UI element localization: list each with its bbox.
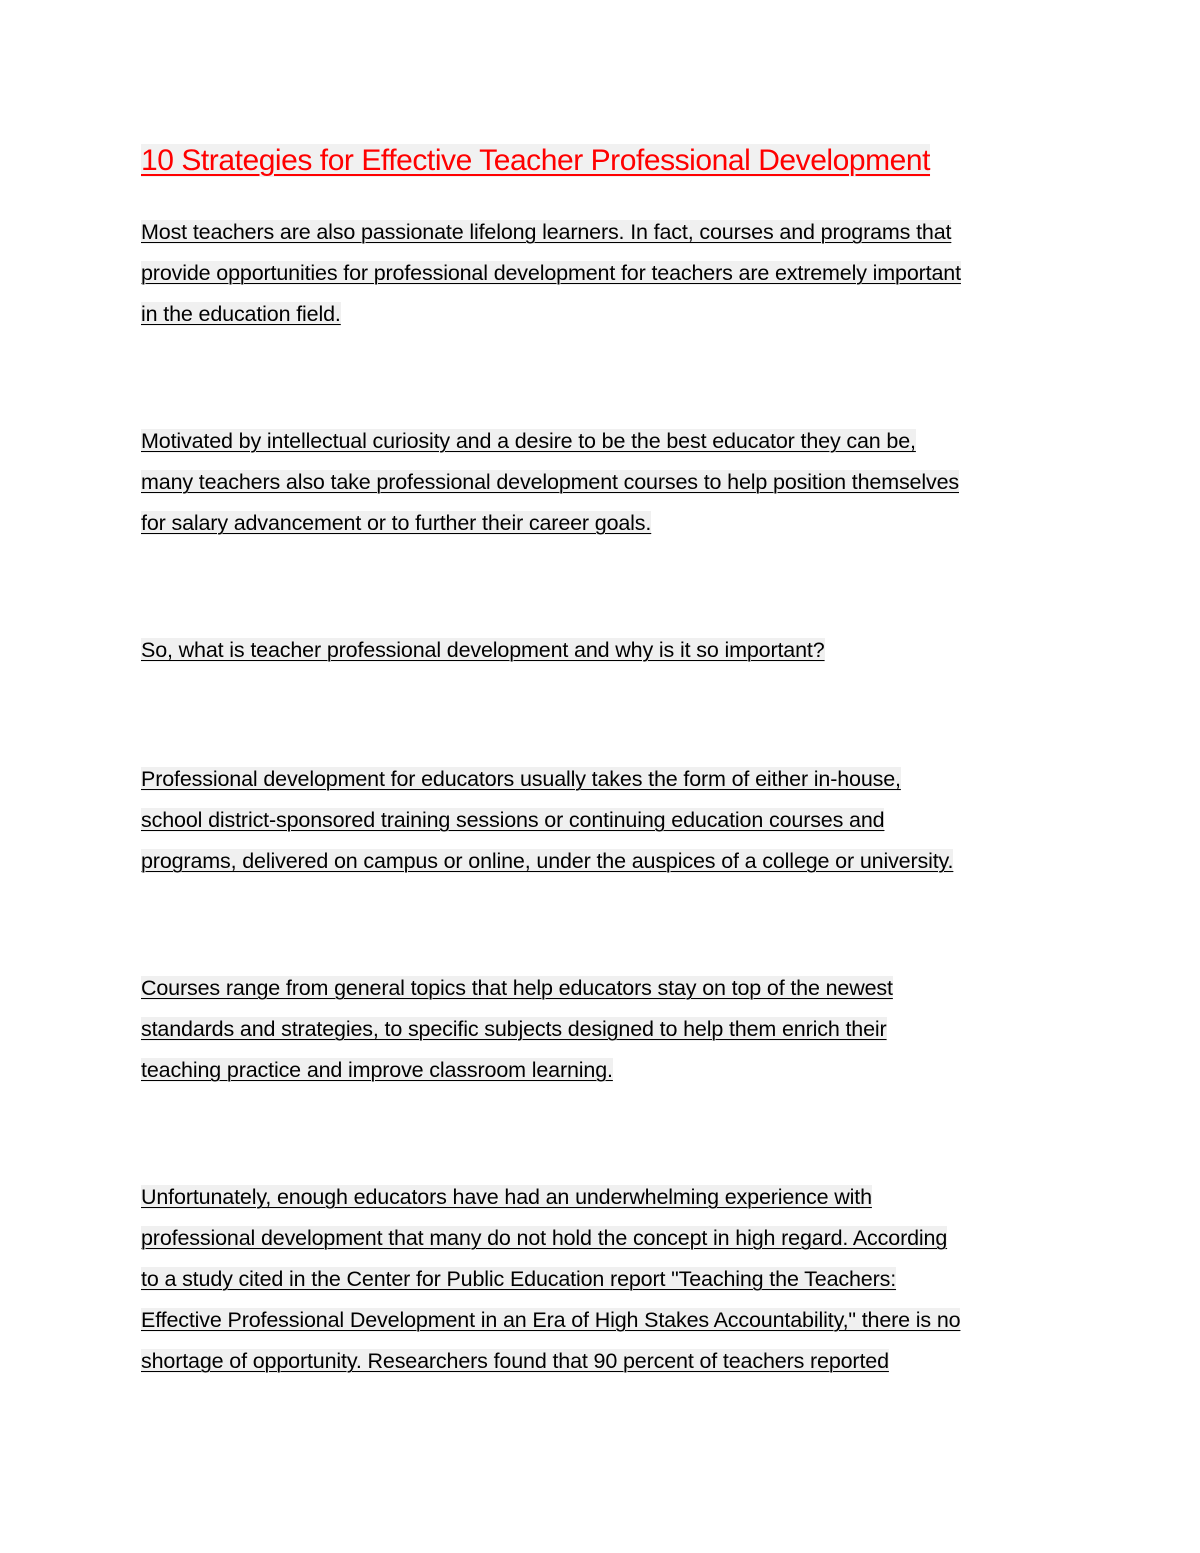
paragraph-4 [141, 759, 1071, 882]
paragraph-line: Courses range from general topics that help educators stay on top of the newest [141, 976, 893, 1000]
paragraph-line: Effective Professional Development in an Era of High Stakes Accountability," there is no [141, 1308, 961, 1332]
paragraph-line: Most teachers are also passionate lifelong learners. In fact, courses and programs that [141, 220, 952, 244]
paragraph-line: professional development that many do not hold the concept in high regard. According [141, 1226, 948, 1250]
paragraph-line: Unfortunately, enough educators have had an underwhelming experience with [141, 1185, 872, 1209]
paragraph-line: So, what is teacher professional development and why is it so important? [141, 638, 825, 662]
paragraph-line: standards and strategies, to specific subjects designed to help them enrich their [141, 1017, 887, 1041]
document-title [141, 141, 1071, 181]
paragraph-line: in the education field. [141, 302, 341, 326]
paragraph-line: shortage of opportunity. Researchers found that 90 percent of teachers reported [141, 1349, 889, 1373]
paragraph-line: Professional development for educators usually takes the form of either in-house, [141, 767, 901, 791]
paragraph-line: teaching practice and improve classroom learning. [141, 1058, 613, 1082]
paragraph-3 [141, 630, 1071, 671]
paragraph-5 [141, 968, 1071, 1091]
paragraph-line: Motivated by intellectual curiosity and a desire to be the best educator they can be, [141, 429, 916, 453]
paragraph-line: to a study cited in the Center for Public Education report "Teaching the Teachers: [141, 1267, 897, 1291]
paragraph-line: for salary advancement or to further their career goals. [141, 511, 652, 535]
paragraph-line: school district-sponsored training sessions or continuing education courses and [141, 808, 885, 832]
paragraph-2 [141, 421, 1071, 544]
paragraph-line: provide opportunities for professional development for teachers are extremely important [141, 261, 961, 285]
paragraph-6 [141, 1177, 1071, 1382]
paragraph-line: many teachers also take professional development courses to help position themselves [141, 470, 959, 494]
paragraph-line: programs, delivered on campus or online, under the auspices of a college or university. [141, 849, 954, 873]
document-title-text: 10 Strategies for Effective Teacher Professional Development [141, 144, 931, 177]
paragraph-1 [141, 212, 1071, 335]
